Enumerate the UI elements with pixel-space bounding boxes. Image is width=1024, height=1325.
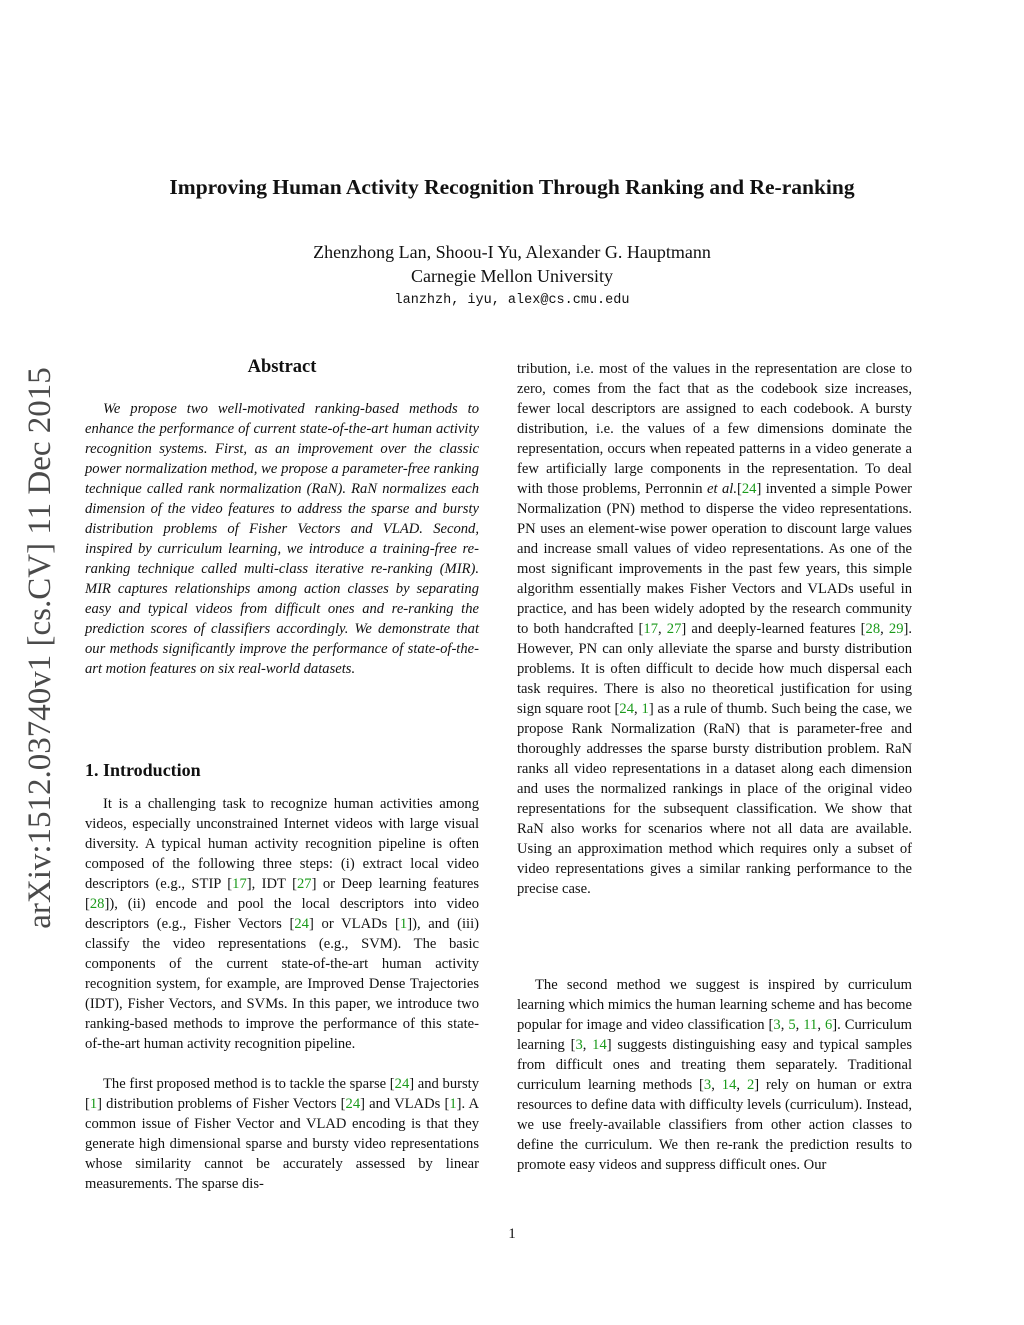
citation-link[interactable]: 24: [345, 1096, 361, 1112]
author-list: Zhenzhong Lan, Shoou-I Yu, Alexander G. Hauptmann: [313, 242, 711, 262]
citation-link[interactable]: 24: [619, 701, 634, 717]
citation-link[interactable]: 1: [89, 1096, 98, 1112]
text-run: ] or VLADs [: [308, 916, 400, 932]
text-run: The first proposed method is to tackle the sparse [: [103, 1076, 395, 1092]
citation-separator: ,: [795, 1017, 804, 1033]
citation-link[interactable]: 28: [89, 896, 105, 912]
text-run: tribution, i.e. most of the values in the representation are close to zero, comes from the fact that as the codebook size increases, fewer local descriptors are assigned to each codebook. A bursty distribution, i.e. the values of a few dimensions dominate the representation, occurs when repeated patterns in a video generate a few artificially large components in the representation. To deal with those problems, Perronnin: [517, 361, 912, 497]
text-run: The second method we suggest is inspired by curriculum learning which mimics the human learning scheme and has become popular for image and video classification [: [517, 977, 912, 1033]
text-run: ] as a rule of thumb. Such being the case, we propose Rank Normalization (RaN) that is parameter-free and thoroughly addresses the sparse bursty distribution problem. RaN ranks all video representations in a dataset along each dimension and uses the normalized rankings in place of the original video representations for the subsequent classification. We show that RaN also works for scenarios where not all data are available. Using an approximation method which requires only a subset of video representations gives a similar ranking performance to the precise case.: [517, 701, 912, 897]
citation-link[interactable]: 3: [703, 1077, 712, 1093]
abstract-text: We propose two well-motivated ranking-based methods to enhance the performance of current state-of-the-art human activity recognition systems. First, as an improvement over the classic power normalization method, we propose a parameter-free ranking technique called rank normalization (RaN). RaN normalizes each dimension of the video features to address the sparse and bursty distribution problems of Fisher Vectors and VLAD. Second, inspired by curriculum learning, we introduce a training-free re-ranking technique called multi-class iterative re-ranking (MIR). MIR captures relationships among action classes by separating easy and typical videos from difficult ones and re-ranking the prediction scores of classifiers accordingly. We demonstrate that our methods significantly improve the performance of state-of-the-art motion features on six real-world datasets.: [85, 401, 479, 677]
text-run: ] rely on human or extra resources to define data with difficulty levels (curriculum). Instead, we use freely-available classifiers from other action classes to define the curriculum. We then re-rank the prediction results to promote easy videos and suppress difficult ones. Our: [517, 1077, 913, 1173]
citation-link[interactable]: 1: [449, 1096, 457, 1112]
citation-separator: ,: [780, 1017, 789, 1033]
citation-link[interactable]: 14: [592, 1037, 607, 1053]
text-run: ] suggests distinguishing easy and typical samples from difficult ones and treating them separately. Traditional curriculum learning methods [: [517, 1037, 913, 1093]
text-run: ] or Deep learning features [: [85, 876, 479, 912]
citation-separator: ,: [736, 1077, 747, 1093]
text-run: ], IDT [: [246, 876, 297, 892]
citation-link[interactable]: 3: [575, 1037, 583, 1053]
citation-link[interactable]: 27: [296, 876, 312, 892]
citation-separator: ,: [657, 621, 667, 637]
introduction-paragraph-2: [85, 1074, 479, 1194]
citation-link[interactable]: 17: [643, 621, 658, 637]
introduction-paragraph-1: [85, 794, 479, 1054]
right-column-paragraph-2: [517, 975, 912, 1175]
text-run: ] and VLADs [: [360, 1096, 450, 1112]
citation-link[interactable]: 24: [394, 1076, 410, 1092]
citation-link[interactable]: 29: [888, 621, 904, 637]
abstract-heading: Abstract: [247, 357, 317, 377]
text-run: ]), (ii) encode and pool the local descriptors into video descriptors (e.g., Fisher Vectors [: [85, 896, 479, 932]
text-run: ] invented a simple Power Normalization (PN) method to disperse the video representations. PN uses an element-wise power operation to discount large values and increase small values of video representations. As one of the most significant improvements in the past few years, this simple algorithm essentially makes Fisher Vectors and VLADs useful in practice, and has been widely adopted by the research community to both handcrafted [: [517, 481, 912, 637]
citation-link[interactable]: 11: [803, 1017, 818, 1033]
text-run: ]. However, PN can only alleviate the sparse and bursty distribution problems. It is often difficult to decide how much dispersal each task requires. There is also no theoretical justification for using sign square root [: [517, 621, 913, 717]
text-run: It is a challenging task to recognize human activities among videos, especially unconstrained Internet videos with large visual diversity. A typical human activity recognition pipeline is often composed of the following three steps: (i) extract local video descriptors (e.g., STIP [: [85, 796, 479, 892]
introduction-heading: 1. Introduction: [85, 760, 201, 780]
citation-link[interactable]: 2: [746, 1077, 755, 1093]
et-al: et al.: [707, 481, 737, 497]
affiliation: Carnegie Mellon University: [411, 266, 613, 286]
text-run: ]), and (iii) classify the video representations (e.g., SVM). The basic components of the current state-of-the-art human activity recognition system, for example, are Improved Dense Trajectories (IDT), Fisher Vectors, and SVMs. In this paper, we introduce two ranking-based methods to improve the performance of this state-of-the-art human activity recognition pipeline.: [85, 916, 479, 1052]
right-column-paragraph-1: [517, 359, 912, 899]
citation-link[interactable]: 3: [773, 1017, 781, 1033]
citation-link[interactable]: 24: [294, 916, 309, 932]
text-run: ] and bursty [: [85, 1076, 480, 1112]
citation-link[interactable]: 5: [788, 1017, 796, 1033]
text-run: ]. A common issue of Fisher Vector and VLAD encoding is that they generate high dimensional sparse and bursty video representations whose similarity cannot be accurately assessed by linear measurements. The sparse dis-: [85, 1096, 479, 1192]
citation-link[interactable]: 24: [741, 481, 757, 497]
citation-separator: ,: [582, 1037, 593, 1053]
citation-separator: ,: [817, 1017, 825, 1033]
arxiv-identifier: arXiv:1512.03740v1 [cs.CV] 11 Dec 2015: [22, 367, 58, 929]
citation-link[interactable]: 27: [666, 621, 682, 637]
text-run: ]. Curriculum learning [: [517, 1017, 913, 1053]
citation-link[interactable]: 1: [641, 701, 649, 717]
text-run: ] and deeply-learned features [: [681, 621, 866, 637]
paper-title: Improving Human Activity Recognition Through Ranking and Re-ranking: [169, 175, 855, 199]
citation-separator: ,: [880, 621, 889, 637]
citation-link[interactable]: 1: [399, 916, 408, 932]
text-run: ] distribution problems of Fisher Vectors [: [97, 1096, 346, 1112]
citation-link[interactable]: 28: [865, 621, 881, 637]
citation-link[interactable]: 6: [824, 1017, 833, 1033]
page-number: 1: [508, 1226, 516, 1242]
author-emails: lanzhzh, iyu, alex@cs.cmu.edu: [394, 293, 630, 308]
citation-link[interactable]: 14: [721, 1077, 737, 1093]
citation-separator: ,: [633, 701, 642, 717]
text-run: [: [736, 481, 742, 497]
citation-separator: ,: [711, 1077, 722, 1093]
citation-link[interactable]: 17: [232, 876, 247, 892]
